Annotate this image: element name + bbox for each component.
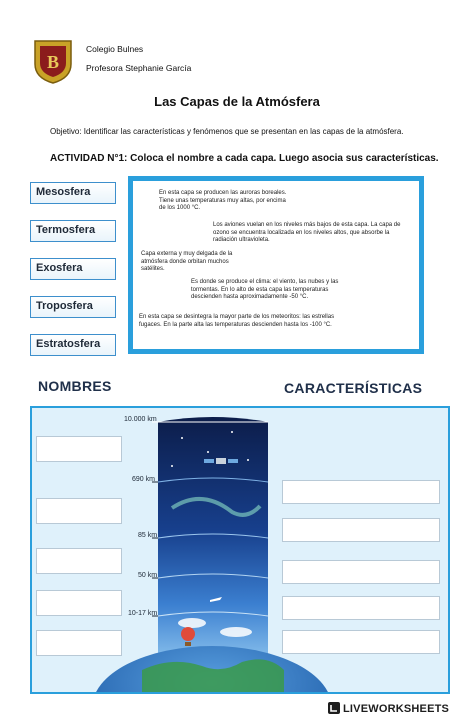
layer-name-drop-zone[interactable] bbox=[36, 498, 122, 524]
layer-name-drop-zone[interactable] bbox=[36, 436, 122, 462]
layer-name-drop-zone[interactable] bbox=[36, 630, 122, 656]
descriptions-panel bbox=[128, 176, 424, 354]
school-name: Colegio Bulnes bbox=[86, 44, 144, 54]
description-exosphere[interactable]: Capa externa y muy delgada de la atmósfera donde orbitan muchos satélites. bbox=[141, 251, 233, 272]
characteristics-header: CARACTERÍSTICAS bbox=[284, 380, 423, 396]
characteristic-drop-zone[interactable] bbox=[282, 518, 440, 542]
altitude-label: 10-17 km bbox=[128, 610, 158, 617]
layer-name-drop-zone[interactable] bbox=[36, 590, 122, 616]
teacher-name: Profesora Stephanie García bbox=[86, 63, 192, 73]
characteristic-drop-zone[interactable] bbox=[282, 596, 440, 620]
liveworksheets-logo-icon bbox=[328, 702, 340, 714]
altitude-label: 50 km bbox=[138, 572, 158, 579]
layer-name-tile[interactable]: Troposfera bbox=[30, 296, 116, 318]
altitude-label: 10.000 km bbox=[124, 416, 157, 423]
svg-text:B: B bbox=[46, 52, 60, 72]
objective-text: Objetivo: Identificar las características y fenómenos que se presentan en las capas de la atmósfera. bbox=[50, 127, 404, 136]
characteristic-drop-zone[interactable] bbox=[282, 480, 440, 504]
characteristic-drop-zone[interactable] bbox=[282, 560, 440, 584]
layer-name-tile[interactable]: Exosfera bbox=[30, 258, 116, 280]
worksheet-title: Las Capas de la Atmósfera bbox=[154, 94, 320, 109]
names-header: NOMBRES bbox=[38, 378, 112, 394]
characteristic-drop-zone[interactable] bbox=[282, 630, 440, 654]
description-stratosphere[interactable]: Los aviones vuelan en los niveles más bajos de esta capa. La capa de ozono se encuentra localizada en los niveles altos, que absorbe la radiación ultravioleta. bbox=[213, 222, 401, 243]
description-thermosphere[interactable]: En esta capa se producen las auroras boreales. Tiene unas temperaturas muy altas, por encima de los 1000 °C. bbox=[159, 190, 287, 211]
altitude-label: 690 km bbox=[132, 476, 155, 483]
layer-names-bank bbox=[30, 182, 116, 372]
footer-brand-text: LIVEWORKSHEETS bbox=[343, 703, 450, 715]
description-mesosphere[interactable]: En esta capa se desintegra la mayor parte de los meteoritos: las estrellas fugaces. En la parte alta las temperaturas descienden hasta los -100 °C. bbox=[139, 314, 335, 328]
description-troposphere[interactable]: Es donde se produce el clima: el viento, las nubes y las tormentas. En lo alto de esta capa las temperaturas descienden hasta aproximadamente -50 °C. bbox=[191, 279, 339, 300]
layer-name-tile[interactable]: Estratosfera bbox=[30, 334, 116, 356]
altitude-label: 85 km bbox=[138, 532, 158, 539]
atmosphere-diagram bbox=[30, 406, 450, 694]
school-crest-logo bbox=[32, 38, 74, 84]
layer-name-tile[interactable]: Mesosfera bbox=[30, 182, 116, 204]
layer-name-drop-zone[interactable] bbox=[36, 548, 122, 574]
footer-brand bbox=[328, 702, 449, 715]
layer-name-tile[interactable]: Termosfera bbox=[30, 220, 116, 242]
activity-instructions: ACTIVIDAD N°1: Coloca el nombre a cada capa. Luego asocia sus características. bbox=[50, 153, 439, 164]
